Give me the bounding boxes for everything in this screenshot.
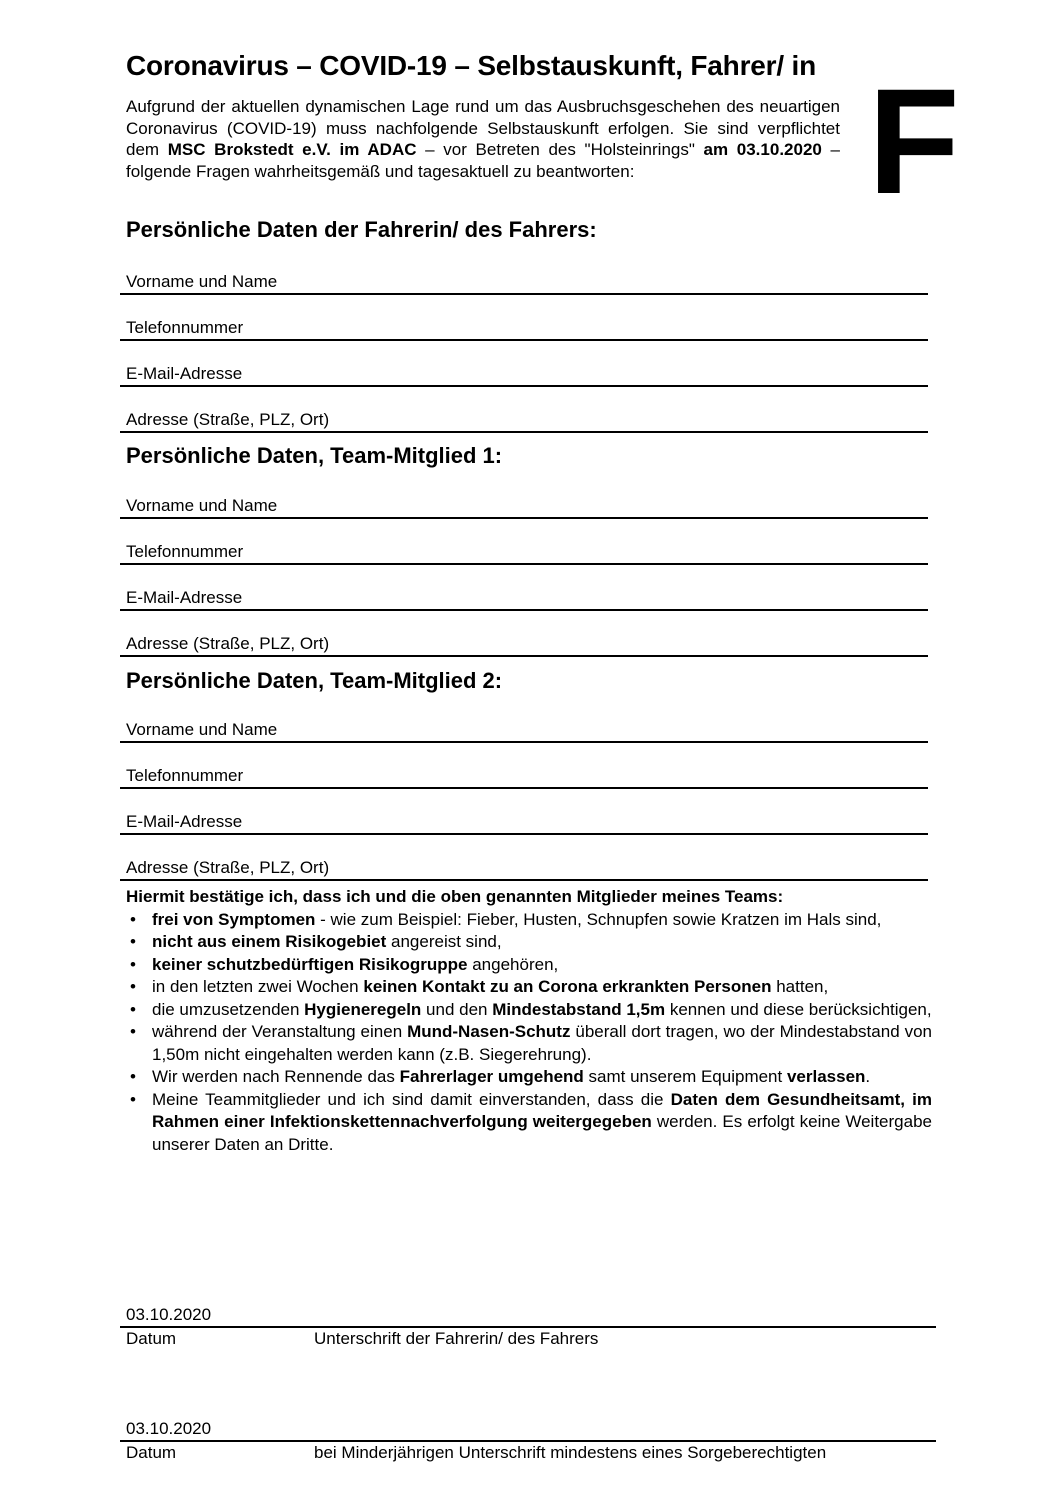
member2-name-field[interactable] — [120, 717, 928, 743]
confirmation-item — [126, 1089, 932, 1157]
intro-text-2: – vor Betreten des "Holsteinrings" — [416, 140, 704, 159]
item-bold: Daten dem Gesundheitsamt, im Rahmen einer Infektionskettennachverfolgung weitergegeben — [152, 1089, 932, 1131]
item-bold: Mindestabstand 1,5m — [492, 999, 666, 1019]
driver-email-field[interactable] — [120, 361, 928, 387]
item-text: samt unserem Equipment — [583, 1067, 787, 1086]
item-text: kennen und diese berücksichtigen, — [665, 999, 932, 1019]
section-title-driver: Persönliche Daten der Fahrerin/ des Fahrers: — [126, 217, 597, 242]
field-label: Adresse (Straße, PLZ, Ort) — [126, 410, 330, 429]
field-label: Vorname und Name — [126, 720, 278, 739]
page-title: Coronavirus – COVID-19 – Selbstauskunft, Fahrer/ in — [126, 50, 816, 81]
field-label: E-Mail-Adresse — [126, 588, 243, 607]
item-bold: Hygieneregeln — [304, 999, 422, 1019]
field-label: Telefonnummer — [126, 542, 244, 561]
bullet-icon: • — [130, 999, 136, 1019]
member2-email-field[interactable] — [120, 809, 928, 835]
bullet-icon: • — [130, 977, 136, 996]
field-label: Telefonnummer — [126, 766, 244, 785]
field-label: E-Mail-Adresse — [126, 812, 243, 831]
confirmation-item — [126, 931, 932, 954]
form-type-badge: F — [868, 57, 960, 225]
signature-line-1[interactable] — [120, 1326, 936, 1328]
bullet-icon: • — [130, 1022, 136, 1041]
member1-email-field[interactable] — [120, 585, 928, 611]
intro-paragraph — [126, 96, 840, 182]
item-bold: keiner schutzbedürftigen Risikogruppe — [152, 954, 468, 974]
section-title-team-member-2: Persönliche Daten, Team-Mitglied 2: — [126, 668, 503, 693]
item-text: - wie zum Beispiel: Fieber, Husten, Schnupfen sowie Kratzen im Hals sind, — [315, 909, 882, 929]
intro-text-3: – folgende Fragen wahrheitsgemäß und tagesaktuell zu beantworten: — [126, 140, 840, 181]
item-bold: Mund-Nasen-Schutz — [407, 1022, 571, 1041]
item-bold: frei von Symptomen — [152, 909, 316, 929]
item-text: Meine Teammitglieder und ich sind damit einverstanden, dass die — [152, 1089, 671, 1109]
confirmation-item — [126, 976, 932, 999]
bullet-icon: • — [130, 932, 136, 951]
confirmation-item — [126, 1021, 932, 1066]
bullet-icon: • — [130, 1067, 136, 1086]
confirmation-block — [126, 886, 932, 1156]
item-text: hatten, — [771, 977, 829, 996]
item-text: angehören, — [467, 954, 559, 974]
date-label-2: Datum — [126, 1443, 177, 1462]
signature-date-1[interactable]: 03.10.2020 — [126, 1305, 212, 1324]
item-text: . — [865, 1067, 871, 1086]
field-label: Vorname und Name — [126, 272, 278, 291]
confirmation-item — [126, 999, 932, 1022]
signature-date-2[interactable]: 03.10.2020 — [126, 1419, 212, 1438]
item-text: und den — [421, 999, 493, 1019]
signature-label-guardian: bei Minderjährigen Unterschrift mindestens eines Sorgeberechtigten — [314, 1443, 827, 1462]
member1-phone-field[interactable] — [120, 539, 928, 565]
field-label: Vorname und Name — [126, 496, 278, 515]
member1-name-field[interactable] — [120, 493, 928, 519]
item-bold: nicht aus einem Risikogebiet — [152, 932, 387, 951]
signature-line-2[interactable] — [120, 1440, 936, 1442]
item-text: werden. Es erfolgt keine Weitergabe unserer Daten an Dritte. — [152, 1112, 932, 1154]
driver-address-field[interactable] — [120, 407, 928, 433]
driver-name-field[interactable] — [120, 269, 928, 295]
confirmation-item — [126, 954, 932, 977]
field-label: E-Mail-Adresse — [126, 364, 243, 383]
item-text: während der Veranstaltung einen — [152, 1022, 408, 1041]
bullet-icon: • — [130, 1089, 136, 1109]
bullet-icon: • — [130, 954, 136, 974]
item-text: in den letzten zwei Wochen — [152, 977, 364, 996]
item-bold: Fahrerlager umgehend — [399, 1067, 584, 1086]
confirmation-item — [126, 909, 932, 932]
bullet-icon: • — [130, 909, 136, 929]
field-label: Telefonnummer — [126, 318, 244, 337]
intro-text-1: Aufgrund der aktuellen dynamischen Lage rund um das Ausbruchsgeschehen des neuartigen Coronavirus (COVID-19) muss nachfolgende Selbstauskunft erfolgen. Sie sind verpflichtet dem — [126, 97, 840, 159]
item-text: Wir werden nach Rennende das — [152, 1067, 400, 1086]
confirmation-heading: Hiermit bestätige ich, dass ich und die oben genannten Mitglieder meines Teams: — [126, 887, 784, 906]
driver-phone-field[interactable] — [120, 315, 928, 341]
section-title-team-member-1: Persönliche Daten, Team-Mitglied 1: — [126, 443, 503, 468]
intro-club: MSC Brokstedt e.V. im ADAC — [167, 140, 417, 159]
member2-phone-field[interactable] — [120, 763, 928, 789]
item-text: überall dort tragen, wo der Mindestabstand von 1,50m nicht eingehalten werden kann (z.B. Siegerehrung). — [152, 1022, 932, 1064]
member1-address-field[interactable] — [120, 631, 928, 657]
item-bold: keinen Kontakt zu an Corona erkrankten Personen — [363, 977, 772, 996]
confirmation-item — [126, 1066, 932, 1089]
item-bold: verlassen — [786, 1067, 866, 1086]
confirmation-list — [126, 909, 932, 1157]
date-label-1: Datum — [126, 1329, 177, 1348]
item-text: angereist sind, — [386, 932, 502, 951]
field-label: Adresse (Straße, PLZ, Ort) — [126, 858, 330, 877]
field-label: Adresse (Straße, PLZ, Ort) — [126, 634, 330, 653]
item-text: die umzusetzenden — [152, 999, 305, 1019]
intro-date: am 03.10.2020 — [703, 140, 822, 159]
signature-label-driver: Unterschrift der Fahrerin/ des Fahrers — [314, 1329, 599, 1348]
member2-address-field[interactable] — [120, 855, 928, 881]
